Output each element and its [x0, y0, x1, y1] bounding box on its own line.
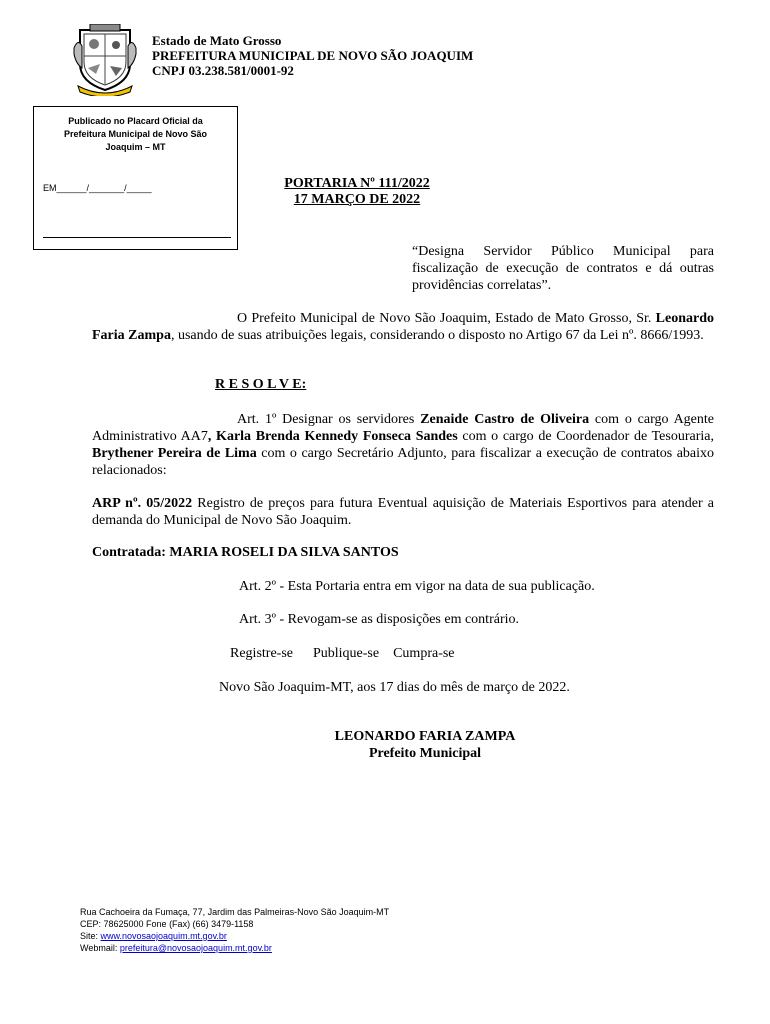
ementa: “Designa Servidor Público Municipal para fiscalização de execução de contratos e dá outras providências correlatas”. [412, 244, 714, 293]
preamble-paragraph [92, 310, 714, 344]
arp-label: ARP nº. 05/2022 [92, 496, 193, 511]
servant-1: Zenaide Castro de Oliveira [420, 412, 590, 427]
art1-text-4: com o cargo Secretário Adjunto, para fiscalizar a execução de contratos abaixo relacionados: [92, 446, 715, 478]
prefecture-name: PREFEITURA MUNICIPAL DE NOVO SÃO JOAQUIM [152, 48, 474, 63]
art1-text-3: com o cargo de Coordenador de Tesouraria, [457, 429, 714, 444]
webmail-link[interactable]: prefeitura@novosaojoaquim.mt.gov.br [119, 943, 272, 953]
servant-3: Brythener Pereira de Lima [92, 446, 257, 461]
letterhead [152, 33, 473, 78]
servant-2: , Karla Brenda Kennedy Fonseca Sandes [207, 429, 458, 444]
signature-block [300, 728, 550, 762]
preamble-text-1: O Prefeito Municipal de Novo São Joaquim, Estado de Mato Grosso, Sr. [237, 311, 656, 326]
mayor-name: Leonardo Faria Zampa [92, 311, 714, 343]
portaria-number: PORTARIA Nº 111/2022 [284, 176, 430, 191]
footer-site [80, 930, 389, 942]
article-3: Art. 3º - Revogam-se as disposições em contrário. [239, 612, 519, 627]
signatory-name: LEONARDO FARIA ZAMPA [334, 729, 516, 744]
art1-text-1: Art. 1º Designar os servidores [237, 412, 421, 427]
closing-formula [230, 646, 455, 662]
resolve-heading: R E S O L V E: [215, 377, 307, 392]
contratada: Contratada: MARIA ROSELI DA SILVA SANTOS [92, 545, 399, 560]
arp-text: Registro de preços para futura Eventual aquisição de Materiais Esportivos para atender a demanda do Municipal de Novo São Joaquim. [92, 496, 715, 528]
state-name: Estado de Mato Grosso [152, 33, 282, 48]
municipal-crest [72, 24, 138, 96]
footer [80, 906, 389, 954]
art1-text-2: com o cargo Agente Administrativo AA7 [92, 412, 714, 444]
publication-stamp-box [33, 106, 238, 250]
stamp-date-line: EM______/_______/_____ [43, 183, 152, 193]
webmail-label: Webmail: [80, 943, 120, 953]
footer-address: Rua Cachoeira da Fumaça, 77, Jardim das Palmeiras-Novo São Joaquim-MT [80, 907, 390, 917]
article-2: Art. 2º - Esta Portaria entra em vigor na data de sua publicação. [239, 579, 595, 594]
site-link[interactable]: www.novosaojoaquim.mt.gov.br [100, 931, 227, 941]
footer-cep: CEP: 78625000 Fone (Fax) (66) 3479-1158 [80, 919, 254, 929]
publique: Publique-se [312, 646, 380, 661]
article-1 [92, 411, 714, 479]
stamp-signature-line [43, 237, 231, 238]
arp-paragraph [92, 495, 714, 529]
footer-webmail [80, 942, 389, 954]
stamp-title: Publicado no Placard Oficial da Prefeitura Municipal de Novo São Joaquim – MT [63, 116, 208, 152]
site-label: Site: [80, 931, 101, 941]
cnpj: CNPJ 03.238.581/0001-92 [152, 63, 294, 78]
cumpra: Cumpra-se [393, 646, 455, 661]
registre: Registre-se [230, 646, 293, 661]
portaria-date: 17 MARÇO DE 2022 [293, 192, 421, 207]
signatory-role: Prefeito Municipal [368, 746, 482, 761]
place-date: Novo São Joaquim-MT, aos 17 dias do mês de março de 2022. [219, 680, 570, 695]
portaria-title [240, 176, 474, 208]
preamble-text-2: , usando de suas atribuições legais, considerando o disposto no Artigo 67 da Lei nº. 8666/1993. [170, 328, 704, 343]
